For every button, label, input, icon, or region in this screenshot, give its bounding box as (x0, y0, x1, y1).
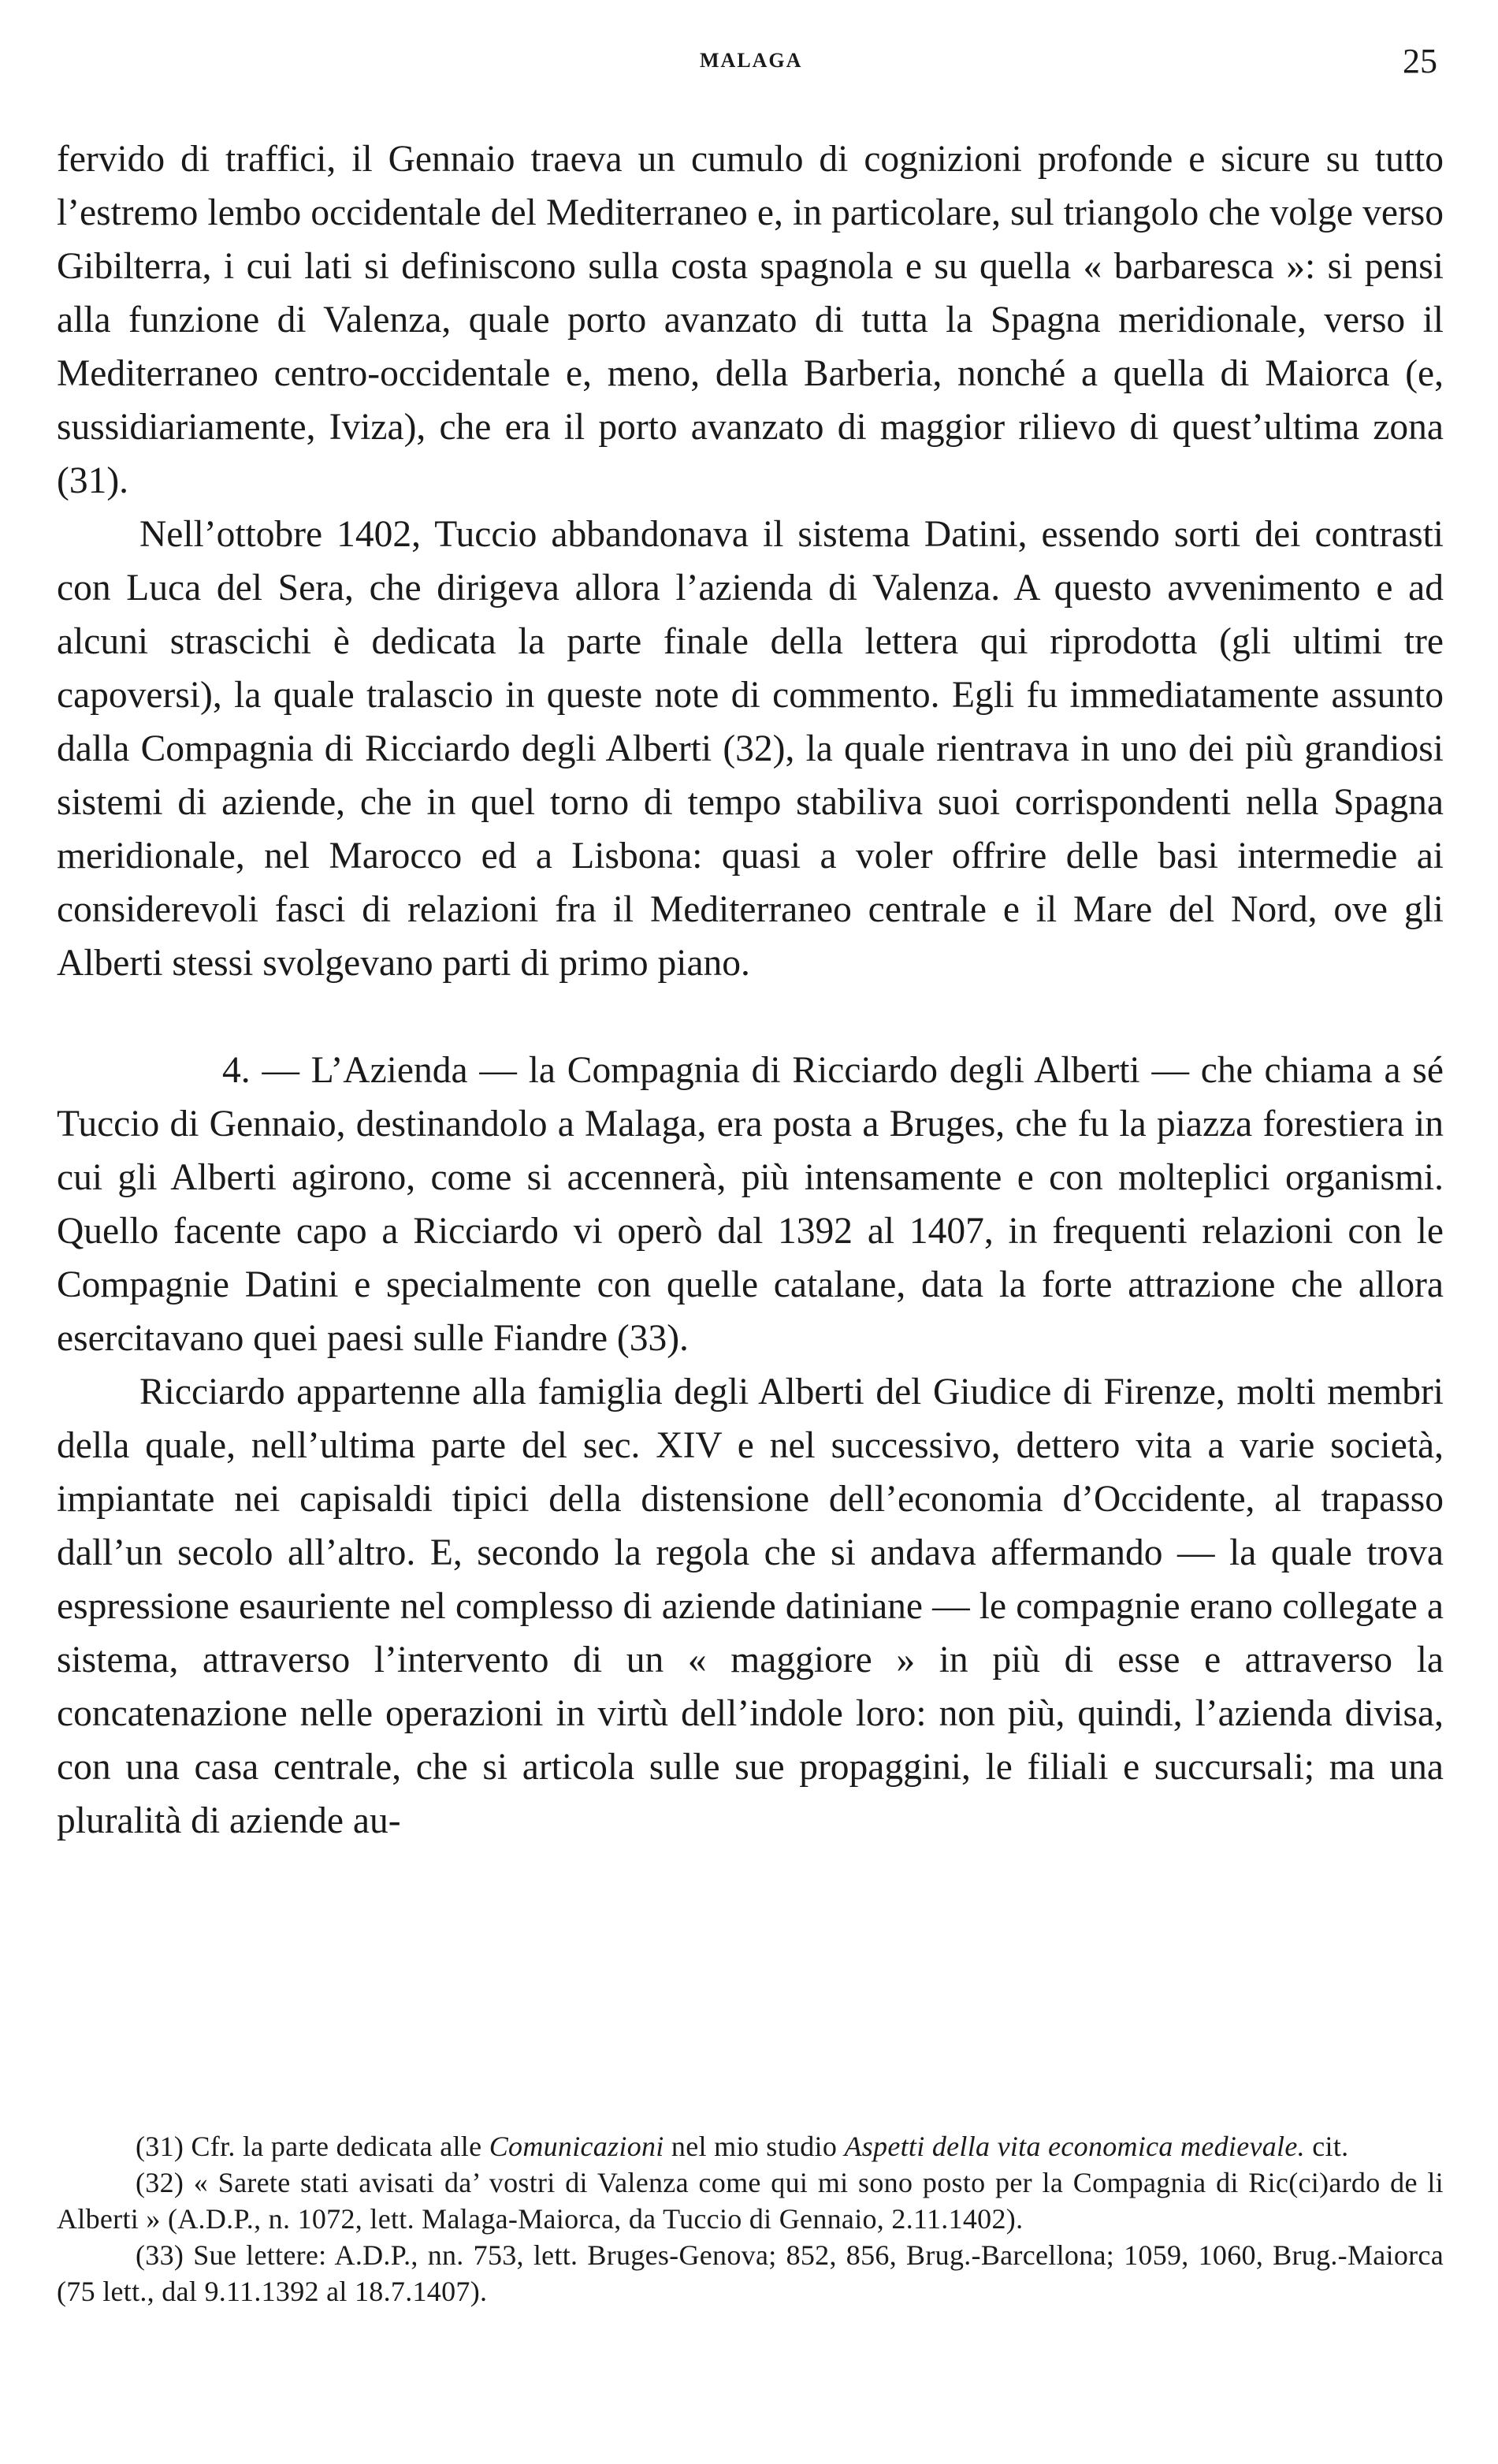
paragraph-1: fervido di traffici, il Gennaio traeva un cumulo di cognizioni profonde e sicure su tutto l’estremo lembo occidentale del Mediterraneo e, in particolare, sul triangolo che volge verso Gibilterra, i cui lati si definiscono sulla costa spagnola e su quella « barbaresca »: si pensi alla funzione di Valenza, quale porto avanzato di tutta la Spagna meridionale, verso il Mediterraneo centro-occidentale e, meno, della Barberia, nonché a quella di Maiorca (e, sussidiariamente, Iviza), che era il porto avanzato di maggior rilievo di quest’ultima zona (31). (57, 139, 1444, 501)
paragraph-2: Nell’ottobre 1402, Tuccio abbandonava il sistema Datini, essendo sorti dei contrasti con Luca del Sera, che dirigeva allora l’azienda di Valenza. A questo avvenimento e ad alcuni strascichi è dedicata la parte finale della lettera qui riprodotta (gli ultimi tre capoversi), la quale tralascio in queste note di commento. Egli fu immediatamente assunto dalla Compagnia di Ricciardo degli Alberti (32), la quale rientrava in uno dei più grandiosi sistemi di aziende, che in quel torno di tempo stabiliva suoi corrispondenti nella Spagna meridionale, nel Marocco ed a Lisbona: quasi a voler offrire delle basi intermedie ai considerevoli fasci di relazioni fra il Mediterraneo centrale e il Mare del Nord, ove gli Alberti stessi svolgevano parti di primo piano. (57, 514, 1444, 984)
footnote-32: (32) « Sarete stati avisati da’ vostri di Valenza come qui mi sono posto per la Compagnia di Ric(ci)ardo de li Alberti » (A.D.P., n. 1072, lett. Malaga-Maiorca, da Tuccio di Gennaio, 2.11.1402). (57, 2167, 1444, 2235)
footnotes (57, 2128, 1444, 2310)
section-4-paragraph (57, 1044, 1444, 1365)
section-number: 4. (222, 1050, 251, 1091)
footnote-31-italic-study: Aspetti della vita economica medievale. (844, 2131, 1305, 2162)
footnote-33: (33) Sue lettere: A.D.P., nn. 753, lett. Bruges-Genova; 852, 856, Brug.-Barcellona; 1059, 1060, Brug.-Maiorca (75 lett., dal 9.11.1392 al 18.7.1407). (57, 2239, 1444, 2307)
paragraph-4: Ricciardo appartenne alla famiglia degli Alberti del Giudice di Firenze, molti membri della quale, nell’ultima parte del sec. XIV e nel successivo, dettero vita a varie società, impiantate nei capisaldi tipici della distensione dell’economia d’Occidente, al trapasso dall’un secolo all’altro. E, secondo la regola che si andava affermando — la quale trova espressione esauriente nel complesso di aziende datiniane — le compagnie erano collegate a sistema, attraverso l’intervento di un « maggiore » in più di esse e attraverso la concatenazione nelle operazioni in virtù dell’indole loro: non più, quindi, l’azienda divisa, con una casa centrale, che si articola sulle sue propaggini, le filiali e succursali; ma una pluralità di aziende au- (57, 1372, 1444, 1841)
running-head-title: MALAGA (700, 49, 803, 72)
footnote-31-italic-title: Comunicazioni (489, 2131, 664, 2162)
footnote-31-prefix: (31) Cfr. la parte dedicata alle (136, 2131, 482, 2162)
footnote-31-suffix: cit. (1312, 2131, 1349, 2162)
body-text (57, 132, 1444, 1848)
section-4-text: — L’Azienda — la Compagnia di Ricciardo degli Alberti — che chiama a sé Tuccio di Gennaio, destinandolo a Malaga, era posta a Bruges, che fu la piazza forestiera in cui gli Alberti agirono, come si accennerà, più intensamente e con molteplici organismi. Quello facente capo a Ricciardo vi operò dal 1392 al 1407, in frequenti relazioni con le Compagnie Datini e specialmente con quelle catalane, data la forte attrazione che allora esercitavano quei paesi sulle Fiandre (33). (57, 1050, 1444, 1359)
running-head (0, 41, 1498, 88)
footnote-31-mid: nel mio studio (671, 2131, 838, 2162)
page-number: 25 (1403, 42, 1437, 80)
footnote-31 (57, 2128, 1444, 2164)
